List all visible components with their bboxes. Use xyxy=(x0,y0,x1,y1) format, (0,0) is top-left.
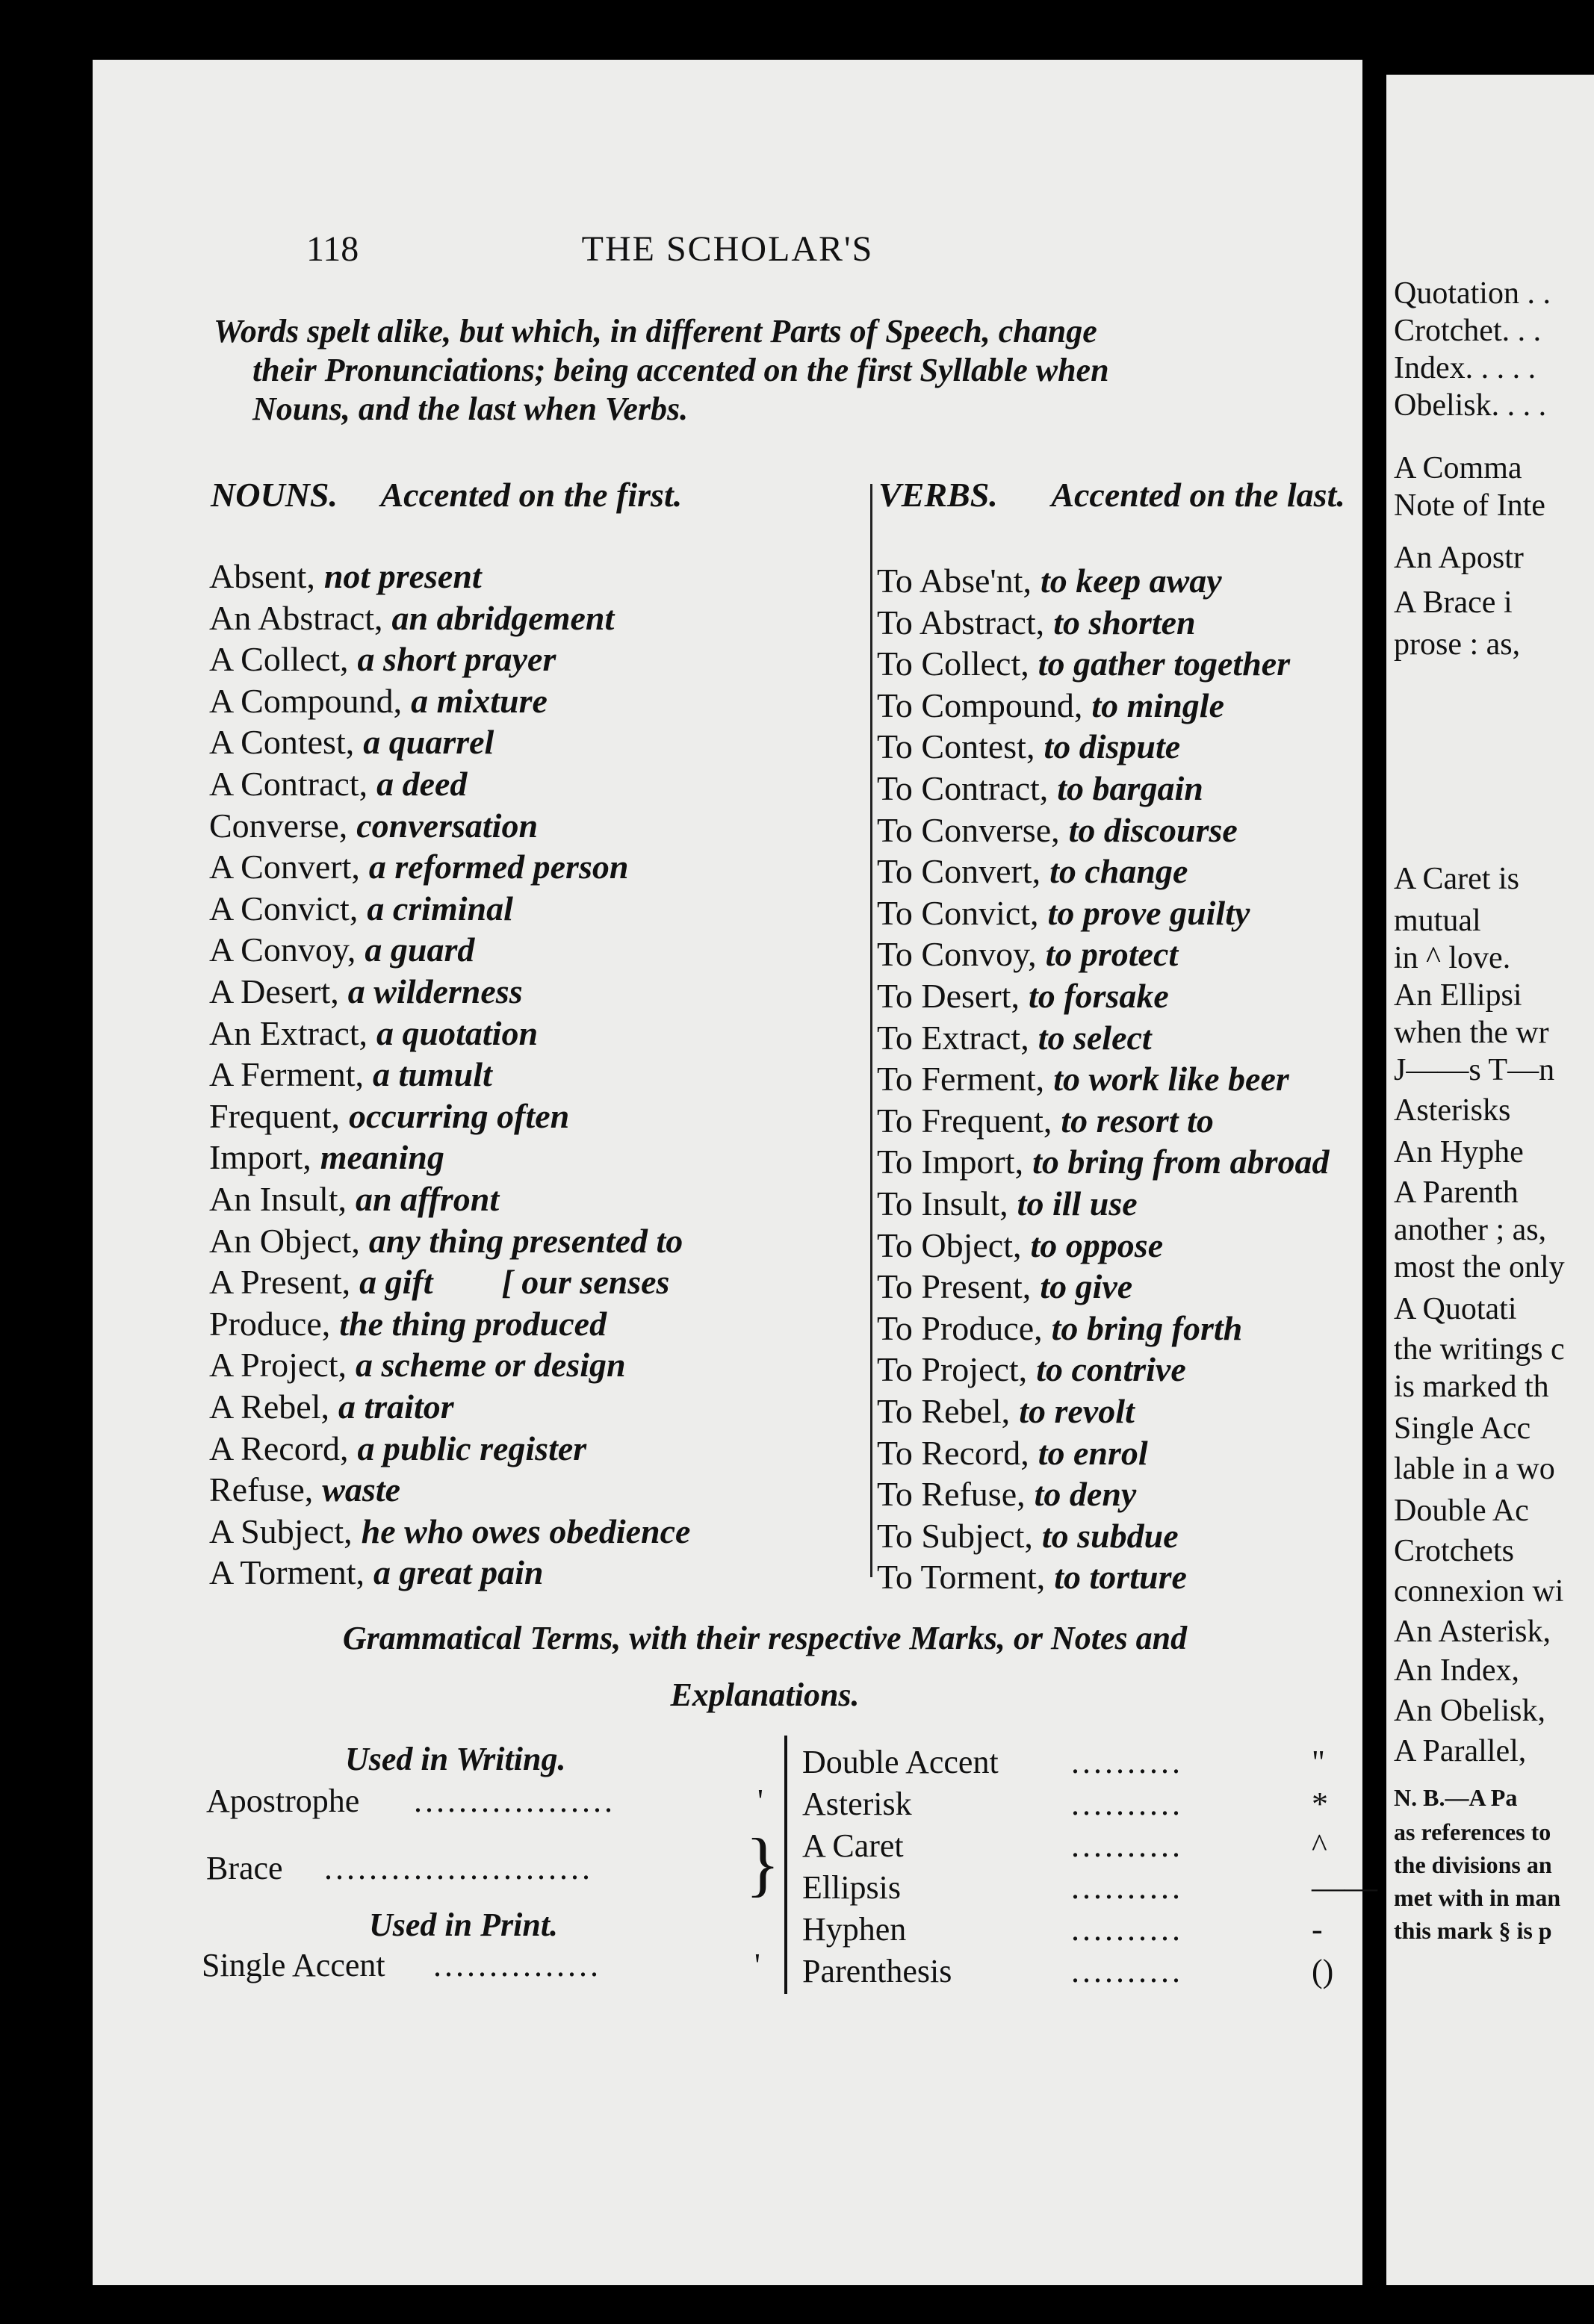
verb-word: To Refuse, xyxy=(877,1475,1026,1514)
noun-row xyxy=(209,1096,569,1137)
noun-gloss: occurring often xyxy=(349,1096,570,1135)
verb-gloss: to gather together xyxy=(1038,644,1291,683)
noun-row xyxy=(209,721,494,763)
noun-word: Absent, xyxy=(209,557,315,595)
noun-word: A Project, xyxy=(209,1346,347,1385)
verb-gloss: to bargain xyxy=(1057,769,1203,807)
verb-row xyxy=(877,810,1238,851)
noun-word: An Extract, xyxy=(209,1013,368,1052)
facing-line: A Brace i xyxy=(1394,585,1513,620)
leader-dots: .......... xyxy=(1071,1827,1183,1864)
mark-brace: } xyxy=(745,1824,781,1904)
verb-word: To Extract, xyxy=(877,1018,1029,1057)
verb-gloss: to torture xyxy=(1054,1558,1187,1597)
verb-row xyxy=(877,851,1188,892)
facing-line: N. B.—A Pa xyxy=(1394,1784,1518,1811)
verb-row xyxy=(877,1515,1179,1557)
verb-gloss: to bring from abroad xyxy=(1032,1143,1330,1181)
noun-row xyxy=(209,763,467,805)
noun-word: A Record, xyxy=(209,1429,349,1467)
noun-row xyxy=(209,1054,492,1096)
book-page xyxy=(93,60,1377,2285)
verb-word: To Desert, xyxy=(877,977,1020,1015)
facing-line: Double Ac xyxy=(1394,1494,1529,1528)
noun-gloss: a quotation xyxy=(376,1013,539,1052)
noun-gloss: the thing produced xyxy=(339,1304,607,1343)
verb-gloss: to keep away xyxy=(1040,562,1222,600)
noun-gloss: any thing presented to xyxy=(368,1221,683,1260)
facing-line: A Quotati xyxy=(1394,1292,1517,1326)
facing-line: Crotchets xyxy=(1394,1534,1514,1568)
noun-row xyxy=(209,680,548,722)
facing-line: lable in a wo xyxy=(1394,1452,1555,1486)
leader-dots: .......... xyxy=(1071,1786,1183,1822)
noun-word: A Collect, xyxy=(209,640,349,679)
noun-gloss: a reformed person xyxy=(368,848,629,886)
intro-line-3: Nouns, and the last when Verbs. xyxy=(252,391,689,427)
facing-line: the divisions an xyxy=(1394,1851,1552,1878)
verb-word: To Project, xyxy=(877,1350,1028,1389)
verb-row xyxy=(877,768,1203,810)
verb-word: To Subject, xyxy=(877,1516,1033,1555)
noun-gloss: a deed xyxy=(376,765,468,803)
noun-gloss: a public register xyxy=(357,1429,587,1467)
verb-gloss: to bring forth xyxy=(1051,1308,1243,1347)
verb-word: To Ferment, xyxy=(877,1060,1045,1099)
noun-gloss: a wilderness xyxy=(347,972,523,1010)
verb-word: To Converse, xyxy=(877,810,1060,849)
facing-line: as references to xyxy=(1394,1818,1551,1845)
right-term-mark: ^ xyxy=(1312,1827,1327,1864)
facing-line: when the wr xyxy=(1394,1016,1549,1050)
right-term-mark: - xyxy=(1312,1911,1323,1948)
verb-word: To Produce, xyxy=(877,1308,1043,1347)
term-apostrophe: Apostrophe xyxy=(206,1783,360,1819)
noun-row xyxy=(209,1220,683,1262)
noun-row xyxy=(209,971,523,1013)
noun-row xyxy=(209,556,482,597)
noun-row xyxy=(209,1469,400,1511)
noun-word: A Present, xyxy=(209,1263,351,1302)
noun-gloss: he who owes obedience xyxy=(361,1511,691,1550)
verb-row xyxy=(877,1058,1289,1100)
noun-gloss: a guard xyxy=(365,930,475,969)
noun-gloss: a mixture xyxy=(411,681,548,720)
facing-line: Quotation . . xyxy=(1394,276,1551,311)
verb-row xyxy=(877,1183,1138,1225)
right-term: Ellipsis xyxy=(802,1869,902,1906)
verb-row xyxy=(877,1473,1136,1515)
noun-word: A Convert, xyxy=(209,848,360,886)
noun-gloss: an affront xyxy=(356,1180,500,1218)
verb-gloss: to oppose xyxy=(1030,1225,1164,1264)
noun-gloss: not present xyxy=(323,557,482,595)
verb-row xyxy=(877,1266,1132,1308)
verb-gloss: to enrol xyxy=(1038,1433,1148,1472)
column-divider xyxy=(870,484,872,1577)
verb-word: To Abse'nt, xyxy=(877,562,1032,600)
facing-line: A Comma xyxy=(1394,451,1522,485)
noun-word: Converse, xyxy=(209,806,348,845)
facing-line: most the only xyxy=(1394,1250,1565,1284)
facing-line: connexion wi xyxy=(1394,1574,1564,1609)
facing-line: An Index, xyxy=(1394,1653,1519,1688)
verb-gloss: to protect xyxy=(1045,935,1179,974)
verb-word: To Contest, xyxy=(877,727,1035,766)
intro-line-2: their Pronunciations; being accented on the first Syllable when xyxy=(252,352,1109,388)
noun-word: A Ferment, xyxy=(209,1055,364,1094)
noun-word: A Subject, xyxy=(209,1511,353,1550)
noun-word: Frequent, xyxy=(209,1096,341,1135)
noun-gloss: a gift [ our senses xyxy=(359,1263,670,1302)
facing-line: An Ellipsi xyxy=(1394,978,1522,1013)
verbs-note: Accented on the last. xyxy=(1051,476,1345,514)
noun-word: Import, xyxy=(209,1138,311,1177)
page-number: 118 xyxy=(306,229,359,269)
verb-gloss: to prove guilty xyxy=(1047,893,1250,932)
noun-row xyxy=(209,1344,626,1386)
noun-row xyxy=(209,1137,444,1178)
facing-line: met with in man xyxy=(1394,1884,1561,1911)
verb-row xyxy=(877,1100,1214,1142)
noun-word: A Contest, xyxy=(209,723,355,762)
facing-line: in ^ love. xyxy=(1394,941,1511,975)
noun-word: A Desert, xyxy=(209,972,339,1010)
noun-row xyxy=(209,1178,499,1220)
verb-word: To Frequent, xyxy=(877,1101,1052,1140)
noun-row xyxy=(209,1428,586,1470)
facing-line: Asterisks xyxy=(1394,1093,1511,1128)
right-term: Asterisk xyxy=(802,1786,912,1822)
verb-row xyxy=(877,975,1169,1017)
verb-gloss: to give xyxy=(1040,1267,1133,1306)
verb-gloss: to ill use xyxy=(1017,1184,1138,1222)
grammar-title-line-2: Explanations. xyxy=(670,1677,860,1713)
verb-row xyxy=(877,726,1180,768)
noun-word: An Object, xyxy=(209,1221,360,1260)
verb-word: To Rebel, xyxy=(877,1392,1011,1430)
right-term-mark: * xyxy=(1312,1786,1328,1822)
verb-gloss: to shorten xyxy=(1053,603,1196,641)
verb-gloss: to resort to xyxy=(1061,1101,1214,1140)
verb-word: To Insult, xyxy=(877,1184,1008,1222)
nouns-label: NOUNS. xyxy=(211,476,338,514)
verb-row xyxy=(877,1308,1242,1349)
noun-row xyxy=(209,846,628,888)
noun-gloss: conversation xyxy=(356,806,539,845)
right-term-mark: () xyxy=(1312,1953,1334,1989)
verb-row xyxy=(877,1141,1330,1183)
noun-gloss: a great pain xyxy=(373,1553,544,1592)
verb-gloss: to work like beer xyxy=(1053,1060,1289,1099)
nouns-note: Accented on the first. xyxy=(380,476,683,514)
verb-gloss: to revolt xyxy=(1019,1392,1135,1430)
facing-page xyxy=(1386,75,1594,2285)
noun-row xyxy=(209,805,538,847)
verbs-heading xyxy=(878,475,1345,515)
noun-word: Produce, xyxy=(209,1304,331,1343)
verb-word: To Import, xyxy=(877,1143,1024,1181)
noun-word: A Rebel, xyxy=(209,1388,329,1426)
facing-line: Index. . . . . xyxy=(1394,351,1536,385)
nouns-heading xyxy=(211,475,682,515)
verb-word: To Convict, xyxy=(877,893,1039,932)
grammar-title xyxy=(93,1610,1437,1724)
verb-gloss: to select xyxy=(1038,1018,1152,1057)
term-single-accent: Single Accent xyxy=(202,1947,385,1983)
grammar-title-line-1: Grammatical Terms, with their respective Marks, or Notes and xyxy=(342,1620,1188,1656)
verb-word: To Compound, xyxy=(877,686,1083,724)
noun-row xyxy=(209,1386,454,1428)
facing-line: Crotchet. . . xyxy=(1394,314,1542,348)
verb-gloss: to contrive xyxy=(1036,1350,1186,1389)
noun-word: An Insult, xyxy=(209,1180,347,1218)
verb-word: To Abstract, xyxy=(877,603,1045,641)
verb-gloss: to deny xyxy=(1034,1475,1137,1514)
noun-gloss: a tumult xyxy=(372,1055,492,1094)
facing-line: Single Acc xyxy=(1394,1411,1531,1446)
noun-row xyxy=(209,1511,690,1553)
facing-line: the writings c xyxy=(1394,1332,1565,1367)
right-term-mark: " xyxy=(1312,1744,1325,1780)
facing-line: is marked th xyxy=(1394,1370,1549,1404)
intro-line-1: Words spelt alike, but which, in different Parts of Speech, change xyxy=(214,313,1097,349)
used-in-writing-heading: Used in Writing. xyxy=(345,1741,566,1777)
verb-word: To Convert, xyxy=(877,852,1041,891)
leader-dots: ........................ xyxy=(324,1850,593,1886)
verb-row xyxy=(877,892,1250,934)
facing-line: A Parenth xyxy=(1394,1175,1519,1210)
mark-single-accent: ' xyxy=(754,1947,760,1983)
verb-word: To Record, xyxy=(877,1433,1029,1472)
verb-row xyxy=(877,643,1290,685)
facing-line: Obelisk. . . . xyxy=(1394,388,1547,423)
terms-divider xyxy=(784,1736,787,1994)
verb-word: To Collect, xyxy=(877,644,1029,683)
noun-gloss: meaning xyxy=(320,1138,444,1177)
facing-line: An Apostr xyxy=(1394,541,1524,575)
verb-gloss: to mingle xyxy=(1091,686,1224,724)
verb-row xyxy=(877,1017,1152,1059)
facing-line: A Parallel, xyxy=(1394,1734,1527,1768)
noun-row xyxy=(209,888,513,930)
verb-word: To Present, xyxy=(877,1267,1032,1306)
noun-word: A Compound, xyxy=(209,681,403,720)
noun-gloss: a scheme or design xyxy=(355,1346,626,1385)
noun-gloss: a short prayer xyxy=(357,640,556,679)
verb-row xyxy=(877,1391,1135,1432)
noun-row xyxy=(209,1303,607,1345)
right-term: A Caret xyxy=(802,1827,904,1864)
used-in-print-heading: Used in Print. xyxy=(369,1907,559,1943)
verb-row xyxy=(877,560,1222,602)
verb-row xyxy=(877,1225,1163,1267)
right-term-mark: —— xyxy=(1312,1869,1377,1906)
verb-gloss: to discourse xyxy=(1068,810,1238,849)
verb-row xyxy=(877,602,1196,644)
facing-line: this mark § is p xyxy=(1394,1917,1552,1944)
verb-row xyxy=(877,1349,1186,1391)
noun-word: Refuse, xyxy=(209,1470,314,1509)
verb-row xyxy=(877,1556,1187,1598)
right-term: Hyphen xyxy=(802,1911,907,1948)
noun-row xyxy=(209,929,474,971)
verb-gloss: to change xyxy=(1049,852,1188,891)
mark-apostrophe: ' xyxy=(757,1783,763,1819)
noun-gloss: a quarrel xyxy=(363,723,494,762)
noun-word: A Convoy, xyxy=(209,930,356,969)
verb-row xyxy=(877,685,1224,727)
noun-row xyxy=(209,597,614,639)
verbs-label: VERBS. xyxy=(878,476,998,514)
noun-gloss: a criminal xyxy=(367,889,513,928)
verb-gloss: to dispute xyxy=(1043,727,1181,766)
noun-gloss: waste xyxy=(322,1470,401,1509)
noun-gloss: a traitor xyxy=(338,1388,454,1426)
leader-dots: .......... xyxy=(1071,1869,1183,1906)
verb-row xyxy=(877,1432,1148,1474)
noun-word: A Torment, xyxy=(209,1553,365,1592)
noun-row xyxy=(209,1261,669,1303)
facing-line: A Caret is xyxy=(1394,862,1519,896)
facing-line: prose : as, xyxy=(1394,627,1521,662)
right-term: Double Accent xyxy=(802,1744,999,1780)
right-term: Parenthesis xyxy=(802,1953,952,1989)
verb-word: To Object, xyxy=(877,1225,1022,1264)
facing-line: another ; as, xyxy=(1394,1213,1547,1247)
verb-word: To Convoy, xyxy=(877,935,1037,974)
facing-line: mutual xyxy=(1394,904,1481,938)
noun-row xyxy=(209,639,556,680)
term-brace: Brace xyxy=(206,1850,283,1886)
facing-line: An Hyphe xyxy=(1394,1135,1524,1169)
noun-row xyxy=(209,1552,544,1594)
facing-line: An Obelisk, xyxy=(1394,1694,1545,1728)
facing-line: J——s T—n xyxy=(1394,1053,1555,1087)
verb-row xyxy=(877,933,1178,975)
leader-dots: ............... xyxy=(433,1947,601,1983)
running-head: THE SCHOLAR'S xyxy=(581,229,874,269)
noun-row xyxy=(209,1013,538,1054)
noun-word: A Contract, xyxy=(209,765,368,803)
facing-line: An Asterisk, xyxy=(1394,1615,1551,1649)
verb-word: To Contract, xyxy=(877,769,1049,807)
noun-word: An Abstract, xyxy=(209,598,383,637)
verb-gloss: to forsake xyxy=(1028,977,1169,1015)
leader-dots: .......... xyxy=(1071,1744,1183,1780)
leader-dots: .......... xyxy=(1071,1953,1183,1989)
leader-dots: .................. xyxy=(414,1783,615,1819)
leader-dots: .......... xyxy=(1071,1911,1183,1948)
noun-word: A Convict, xyxy=(209,889,359,928)
verb-gloss: to subdue xyxy=(1041,1516,1179,1555)
noun-gloss: an abridgement xyxy=(391,598,615,637)
verb-word: To Torment, xyxy=(877,1558,1046,1597)
facing-line: Note of Inte xyxy=(1394,488,1545,523)
